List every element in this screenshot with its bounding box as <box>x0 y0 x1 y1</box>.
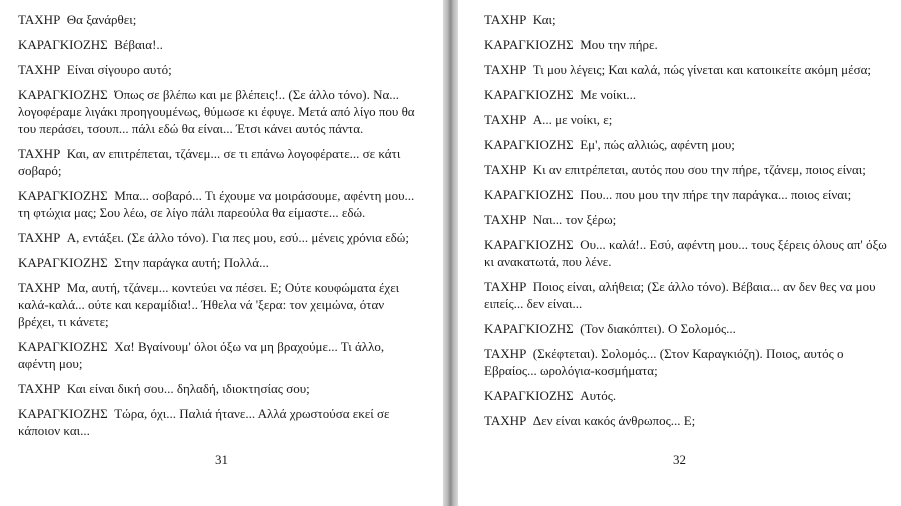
dialogue-line <box>484 211 887 228</box>
dialogue-text: Α, εντάξει. (Σε άλλο τόνο). Για πες μου, εσύ... μένεις χρόνια εδώ; <box>66 230 409 245</box>
speaker-name: ΚΑΡΑΓΚΙΟΖΗΣ <box>484 87 574 102</box>
dialogue-text: Θα ξανάρθει; <box>66 12 137 27</box>
dialogue-line <box>18 61 417 78</box>
speaker-name: ΤΑΧΗΡ <box>484 413 527 428</box>
dialogue-line <box>484 278 887 312</box>
speaker-name: ΤΑΧΗΡ <box>484 62 527 77</box>
speaker-name: ΚΑΡΑΓΚΙΟΖΗΣ <box>18 255 108 270</box>
speaker-name: ΤΑΧΗΡ <box>18 381 61 396</box>
dialogue-text: Είναι σίγουρο αυτό; <box>66 62 172 77</box>
dialogue-line <box>18 254 417 271</box>
dialogue-text: Δεν είναι κακός άνθρωπος... Ε; <box>532 413 696 428</box>
dialogue-text: Στην παράγκα αυτή; Πολλά... <box>114 255 269 270</box>
dialogue-line <box>484 111 887 128</box>
speaker-name: ΤΑΧΗΡ <box>18 280 61 295</box>
dialogue-line <box>484 136 887 153</box>
dialogue-text: (Σκέφτεται). Σολομός... (Στον Καραγκιόζη). Ποιος, αυτός ο Εβραίος... ωρολόγια-κοσμήματα; <box>484 346 844 378</box>
page-32 <box>458 0 901 506</box>
dialogue-text: Και είναι δική σου... δηλαδή, ιδιοκτησίας σου; <box>66 381 310 396</box>
dialogue-text: Που... που μου την πήρε την παράγκα... ποιος είναι; <box>580 187 852 202</box>
dialogue-line <box>18 187 417 221</box>
speaker-name: ΤΑΧΗΡ <box>484 162 527 177</box>
dialogue-line <box>484 412 887 429</box>
dialogue-text: Όπως σε βλέπω και με βλέπεις!.. (Σε άλλο τόνο). Να... λογοφέραμε λιγάκι προηγουμένως, θύμωσε κι έφυγε. Μετά από λίγο που θα του περάσει, τσουπ... πάλι εδώ θα είναι... Έτσι κάνει αυτός πάντα. <box>18 87 415 136</box>
dialogue-text: Και, αν επιτρέπεται, τζάνεμ... σε τι επάνω λογοφέρατε... σε κάτι σοβαρό; <box>18 146 401 178</box>
speaker-name: ΤΑΧΗΡ <box>484 112 527 127</box>
speaker-name: ΚΑΡΑΓΚΙΟΖΗΣ <box>18 87 108 102</box>
dialogue-line <box>484 387 887 404</box>
speaker-name: ΚΑΡΑΓΚΙΟΖΗΣ <box>18 188 108 203</box>
dialogue-text: Βέβαια!.. <box>114 37 163 52</box>
speaker-name: ΚΑΡΑΓΚΙΟΖΗΣ <box>484 137 574 152</box>
dialogue-line <box>18 229 417 246</box>
speaker-name: ΚΑΡΑΓΚΙΟΖΗΣ <box>484 37 574 52</box>
dialogue-line <box>484 186 887 203</box>
speaker-name: ΤΑΧΗΡ <box>484 12 527 27</box>
dialogue-line <box>18 86 417 137</box>
speaker-name: ΚΑΡΑΓΚΙΟΖΗΣ <box>484 388 574 403</box>
speaker-name: ΤΑΧΗΡ <box>18 62 61 77</box>
speaker-name: ΚΑΡΑΓΚΙΟΖΗΣ <box>484 237 574 252</box>
dialogue-line <box>18 11 417 28</box>
speaker-name: ΤΑΧΗΡ <box>18 230 61 245</box>
dialogue-line <box>484 86 887 103</box>
dialogue-line <box>18 279 417 330</box>
dialogue-text: Μα, αυτή, τζάνεμ... κοντεύει να πέσει. Ε; Ούτε κουφώματα έχει καλά-καλά... ούτε και κεραμίδια!.. Ήθελα νά 'ξερα: τον χειμώνα, όταν βρέχει, τι κάνετε; <box>18 280 400 329</box>
book-gutter <box>443 0 458 506</box>
speaker-name: ΤΑΧΗΡ <box>18 12 61 27</box>
dialogue-text: Χα! Βγαίνουμ' όλοι όξω να μη βραχούμε... Τι άλλο, αφέντη μου; <box>18 339 385 371</box>
page-number: 31 <box>215 452 228 467</box>
dialogue-text: Ποιος είναι, αλήθεια; (Σε άλλο τόνο). Βέβαια... αν δεν θες να μου ειπείς... δεν είναι... <box>484 279 876 311</box>
dialogue-line <box>484 345 887 379</box>
dialogue-text: Με νοίκι... <box>580 87 637 102</box>
dialogue-line <box>484 36 887 53</box>
dialogue-text: Εμ', πώς αλλιώς, αφέντη μου; <box>580 137 735 152</box>
dialogue-text: Ου... καλά!.. Εσύ, αφέντη μου... τους ξέρεις όλους απ' όξω κι ανακατωτά, που λένε. <box>484 237 887 269</box>
dialogue-text: Α... με νοίκι, ε; <box>532 112 613 127</box>
speaker-name: ΤΑΧΗΡ <box>484 346 527 361</box>
dialogue-text: Και; <box>532 12 556 27</box>
dialogue-text: (Τον διακόπτει). Ο Σολομός... <box>580 321 736 336</box>
dialogue-line <box>484 61 887 78</box>
dialogue-line <box>484 11 887 28</box>
dialogue-text: Αυτός. <box>580 388 617 403</box>
dialogue-line <box>484 161 887 178</box>
dialogue-block-right <box>484 11 887 437</box>
dialogue-text: Τι μου λέγεις; Και καλά, πώς γίνεται και κατοικείτε ακόμη μέσα; <box>532 62 871 77</box>
speaker-name: ΚΑΡΑΓΚΙΟΖΗΣ <box>484 187 574 202</box>
dialogue-line <box>484 236 887 270</box>
dialogue-line <box>18 145 417 179</box>
speaker-name: ΤΑΧΗΡ <box>484 279 527 294</box>
speaker-name: ΚΑΡΑΓΚΙΟΖΗΣ <box>18 406 108 421</box>
dialogue-line <box>18 405 417 439</box>
dialogue-line <box>18 380 417 397</box>
dialogue-text: Μου την πήρε. <box>580 37 658 52</box>
dialogue-text: Μπα... σοβαρό... Τι έχουμε να μοιράσουμε, αφέντη μου... τη φτώχια μας; Σου λέω, σε λίγο πάλι παρεούλα θα είμαστε... εδώ. <box>18 188 415 220</box>
speaker-name: ΤΑΧΗΡ <box>484 212 527 227</box>
dialogue-block-left <box>18 11 417 447</box>
speaker-name: ΚΑΡΑΓΚΙΟΖΗΣ <box>18 37 108 52</box>
dialogue-text: Κι αν επιτρέπεται, αυτός που σου την πήρε, τζάνεμ, ποιος είναι; <box>532 162 866 177</box>
dialogue-line <box>484 320 887 337</box>
page-31 <box>0 0 443 506</box>
dialogue-text: Ναι... τον ξέρω; <box>532 212 617 227</box>
page-number: 32 <box>673 452 686 467</box>
speaker-name: ΚΑΡΑΓΚΙΟΖΗΣ <box>18 339 108 354</box>
speaker-name: ΚΑΡΑΓΚΙΟΖΗΣ <box>484 321 574 336</box>
speaker-name: ΤΑΧΗΡ <box>18 146 61 161</box>
dialogue-line <box>18 36 417 53</box>
dialogue-line <box>18 338 417 372</box>
dialogue-text: Τώρα, όχι... Παλιά ήτανε... Αλλά χρωστούσα εκεί σε κάποιον και... <box>18 406 390 438</box>
